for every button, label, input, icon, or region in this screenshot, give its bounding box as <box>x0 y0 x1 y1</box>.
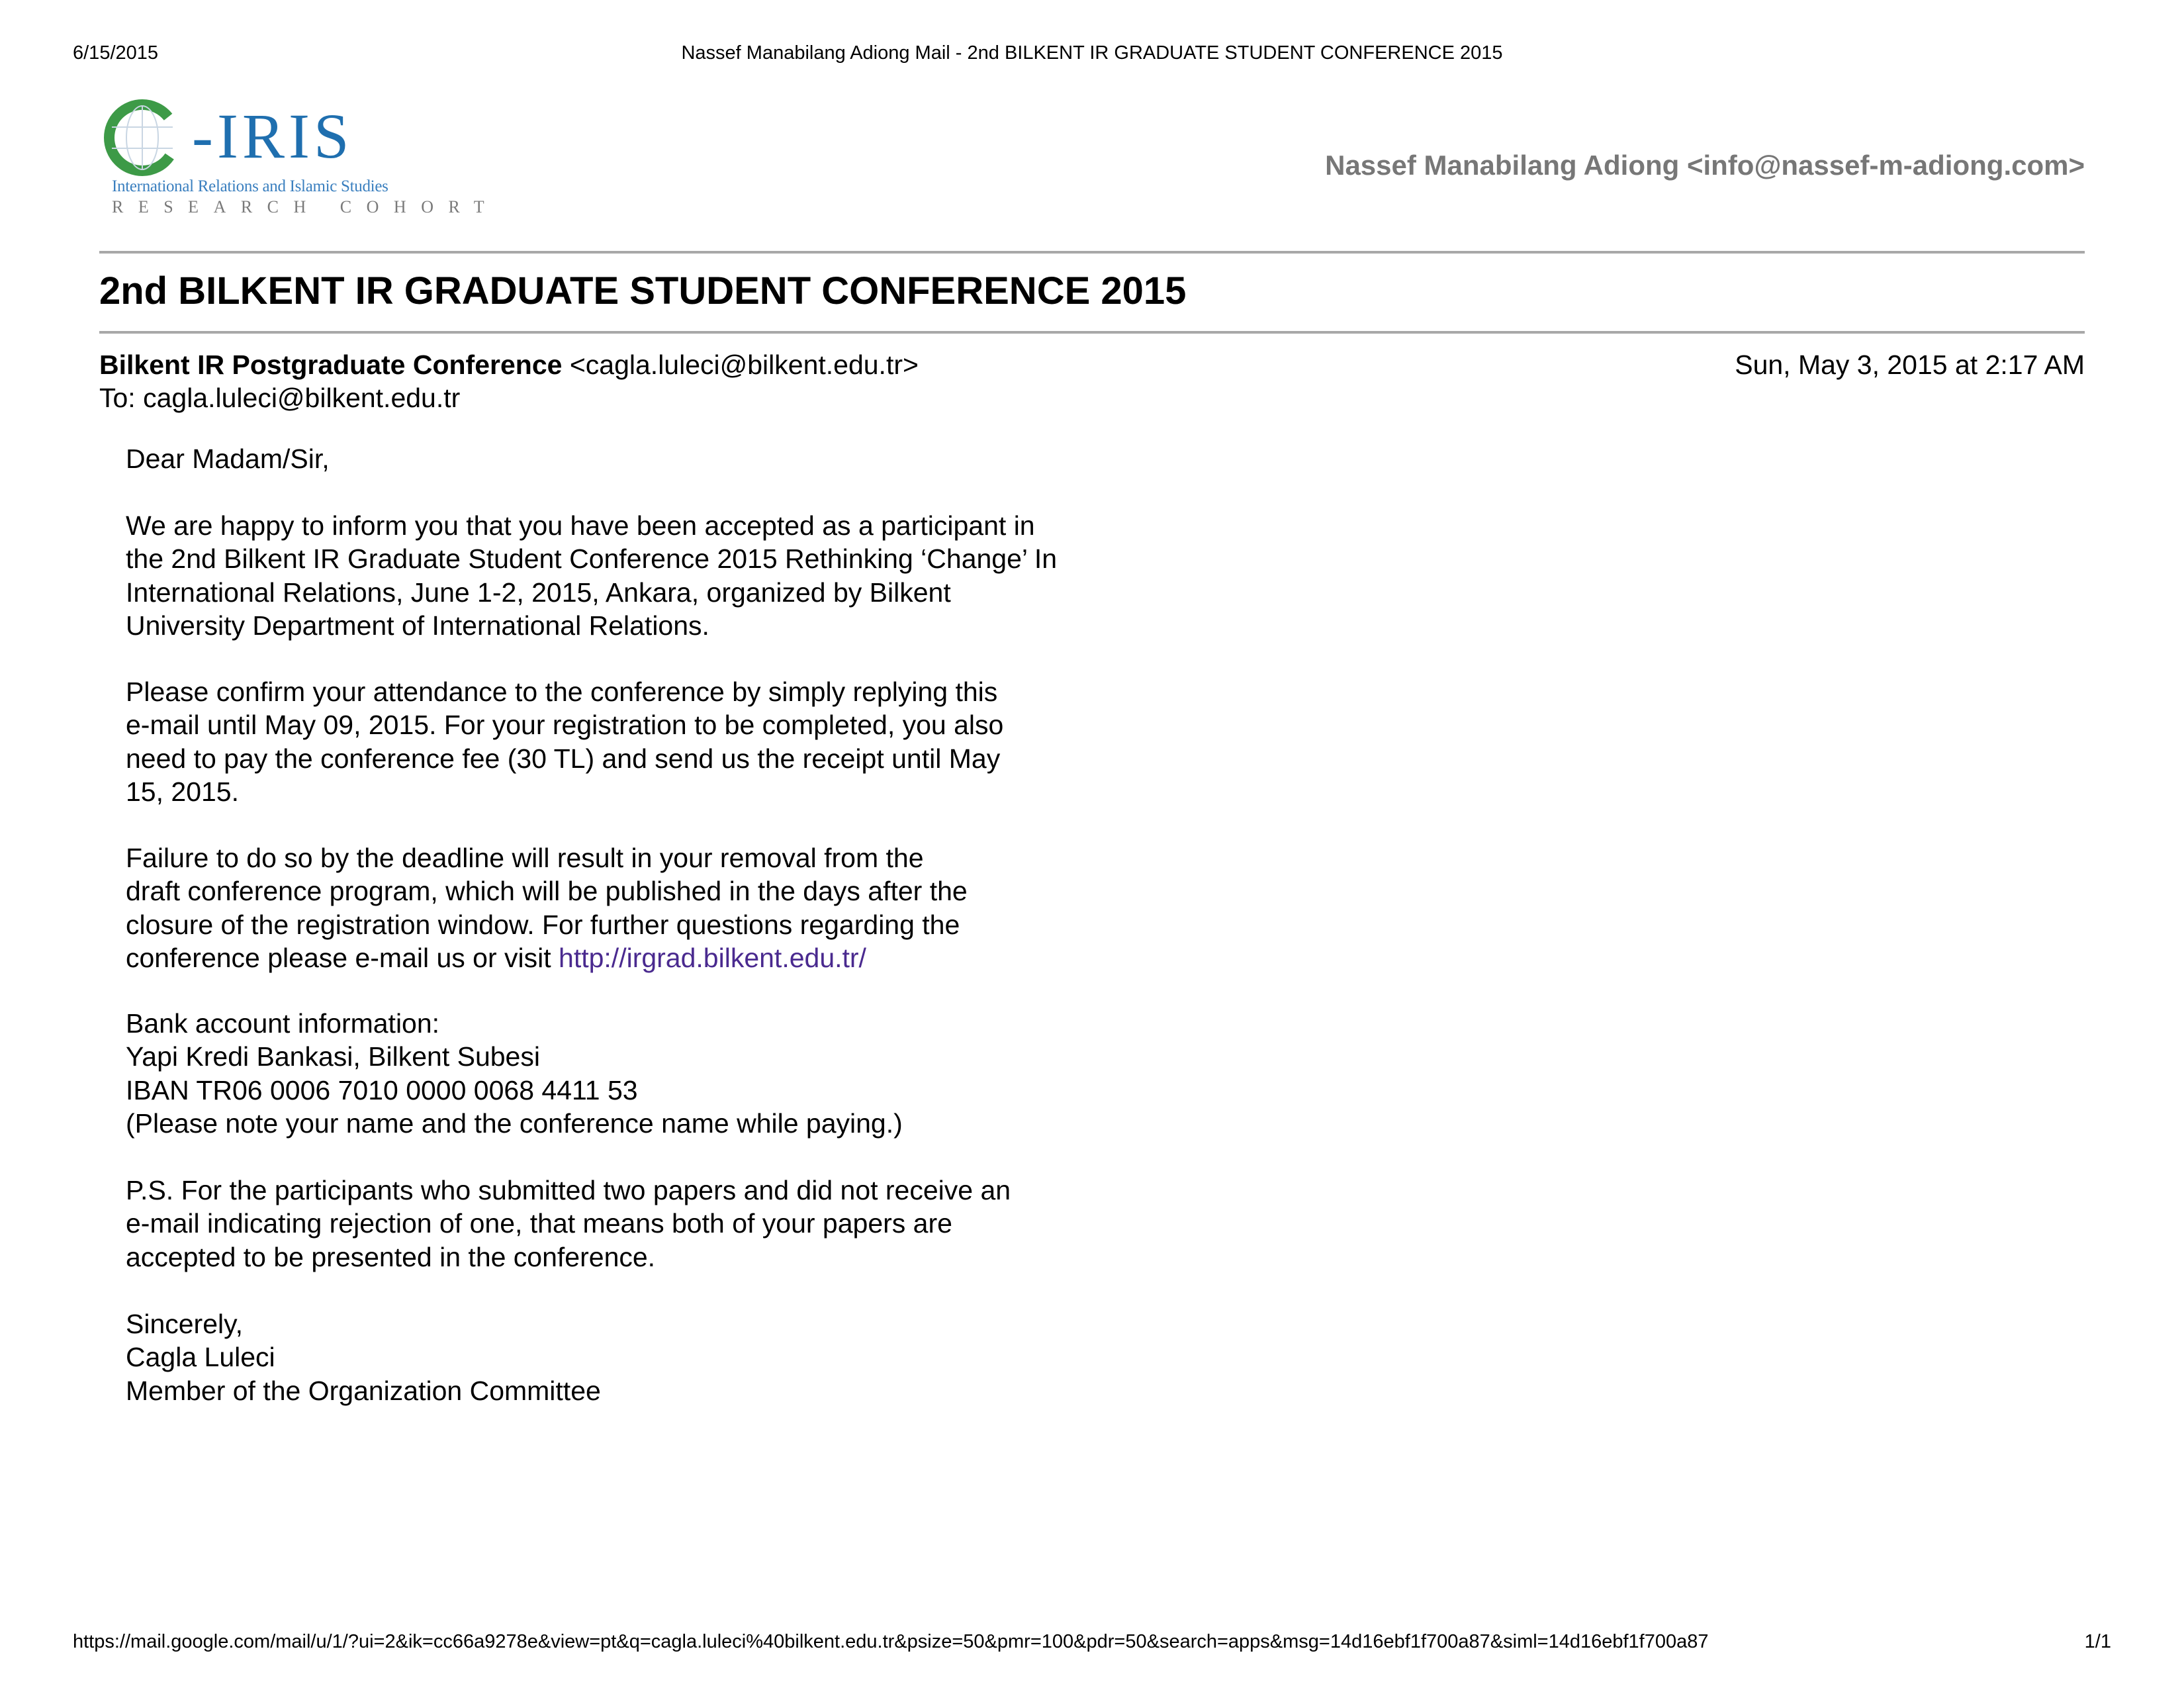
body-line: draft conference program, which will be published in the days after the <box>126 876 968 907</box>
body-line: e-mail indicating rejection of one, that means both of your papers are <box>126 1208 952 1239</box>
body-line: P.S. For the participants who submitted two papers and did not receive an <box>126 1175 1011 1205</box>
signoff <box>126 1307 601 1407</box>
account-identity: Nassef Manabilang Adiong <info@nassef-m-adiong.com> <box>1325 150 2085 181</box>
body-line-with-link <box>126 941 968 974</box>
email-subject: 2nd BILKENT IR GRADUATE STUDENT CONFERENCE 2015 <box>99 269 1187 312</box>
body-line: Sincerely, <box>126 1309 243 1339</box>
body-line: the 2nd Bilkent IR Graduate Student Conference 2015 Rethinking ‘Change’ In <box>126 543 1058 575</box>
from-line <box>99 350 919 381</box>
header-divider <box>99 251 2085 254</box>
to-line: To: cagla.luleci@bilkent.edu.tr <box>99 383 461 413</box>
body-line: Cagla Luleci <box>126 1342 275 1373</box>
body-line-text: conference please e-mail us or visit <box>126 943 559 974</box>
message-date: Sun, May 3, 2015 at 2:17 AM <box>1735 350 2085 380</box>
paragraph-bank-info <box>126 1007 903 1141</box>
body-line: Please confirm your attendance to the conference by simply replying this <box>126 677 998 707</box>
conference-website-link[interactable]: http://irgrad.bilkent.edu.tr/ <box>559 943 866 974</box>
body-line: Bank account information: <box>126 1008 440 1039</box>
body-line: accepted to be presented in the conference. <box>126 1241 656 1272</box>
globe-c-icon <box>103 99 202 179</box>
print-url: https://mail.google.com/mail/u/1/?ui=2&ik=cc66a9278e&view=pt&q=cagla.luleci%40bilkent.edu.tr&psize=50&pmr=100&pdr=50&search=apps&msg=14d16ebf1f700a87&siml=14d16ebf1f700a87 <box>73 1631 1709 1652</box>
logo-subtitle: International Relations and Islamic Studies <box>112 177 388 195</box>
greeting <box>126 442 330 475</box>
greeting-line: Dear Madam/Sir, <box>126 444 330 474</box>
body-line: International Relations, June 1-2, 2015, Ankara, organized by Bilkent <box>126 577 951 608</box>
paragraph-confirmation <box>126 675 1003 809</box>
body-line: Failure to do so by the deadline will result in your removal from the <box>126 843 924 873</box>
body-line: IBAN TR06 0006 7010 0000 0068 4411 53 <box>126 1074 638 1105</box>
paragraph-acceptance <box>126 509 1057 643</box>
body-line: We are happy to inform you that you have been accepted as a participant in <box>126 510 1035 541</box>
logo-wordmark: -IRIS <box>192 101 353 171</box>
body-line: e-mail until May 09, 2015. For your registration to be completed, you also <box>126 710 1004 741</box>
subject-divider <box>99 331 2085 334</box>
paragraph-deadline <box>126 841 968 975</box>
body-line: Member of the Organization Committee <box>126 1375 601 1406</box>
c-iris-logo <box>103 99 500 218</box>
body-line: 15, 2015. <box>126 776 239 808</box>
paragraph-postscript <box>126 1174 1011 1274</box>
page-number: 1/1 <box>2084 1631 2111 1652</box>
sender-email: <cagla.luleci@bilkent.edu.tr> <box>569 350 919 380</box>
body-line: University Department of International Relations. <box>126 610 709 641</box>
logo-cohort: RESEARCH COHORT <box>112 197 500 216</box>
body-line: closure of the registration window. For further questions regarding the <box>126 909 960 940</box>
body-line: need to pay the conference fee (30 TL) and send us the receipt until May <box>126 743 1001 774</box>
print-title: Nassef Manabilang Adiong Mail - 2nd BILKENT IR GRADUATE STUDENT CONFERENCE 2015 <box>681 42 1503 64</box>
body-line: (Please note your name and the conference name while paying.) <box>126 1108 903 1139</box>
body-line: Yapi Kredi Bankasi, Bilkent Subesi <box>126 1041 540 1072</box>
sender-name: Bilkent IR Postgraduate Conference <box>99 350 563 380</box>
print-date: 6/15/2015 <box>73 42 159 64</box>
